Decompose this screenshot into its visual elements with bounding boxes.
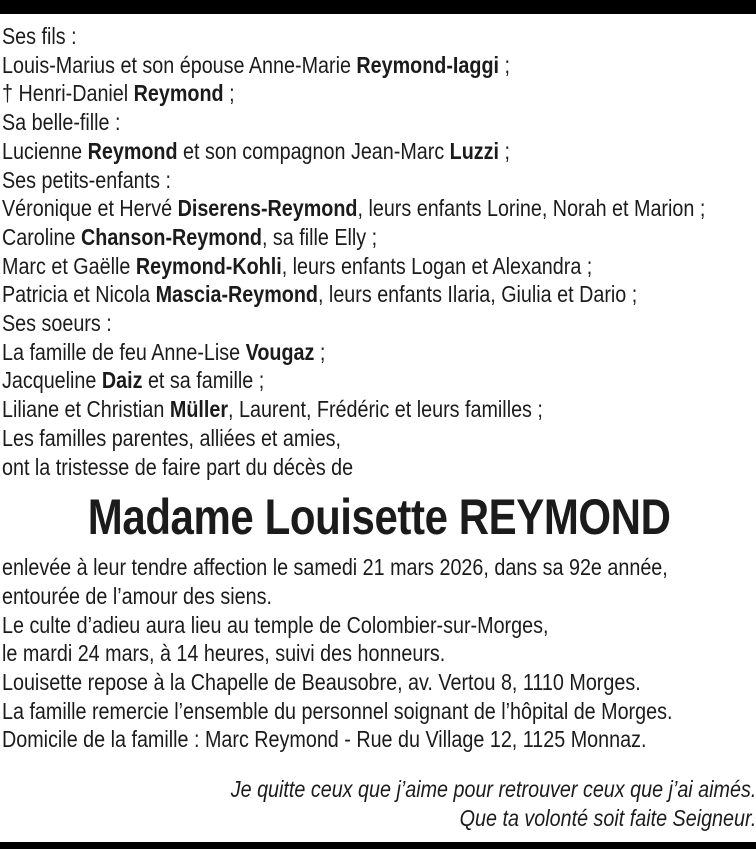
notice-line: Le culte d’adieu aura lieu au temple de Colombier-sur-Morges,: [2, 611, 549, 638]
obituary-notice: [2, 14, 756, 833]
notice-line: Patricia et Nicola Mascia-Reymond, leurs enfants Ilaria, Giulia et Dario ;: [2, 281, 638, 308]
notice-line: Liliane et Christian Müller, Laurent, Frédéric et leurs familles ;: [2, 396, 543, 423]
top-border-bar: [0, 0, 756, 14]
notice-line: † Henri-Daniel Reymond ;: [2, 80, 235, 107]
announcement-details: [2, 553, 756, 754]
notice-line: ont la tristesse de faire part du décès de: [2, 453, 354, 480]
notice-line: Jacqueline Daiz et sa famille ;: [2, 367, 265, 394]
notice-line: enlevée à leur tendre affection le samedi 21 mars 2026, dans sa 92e année,: [2, 554, 668, 581]
family-lines: [2, 22, 756, 481]
notice-line: Domicile de la famille : Marc Reymond - Rue du Village 12, 1125 Monnaz.: [2, 726, 647, 753]
bottom-border-bar: [0, 842, 756, 849]
notice-line: Sa belle-fille :: [2, 109, 121, 136]
notice-line: Véronique et Hervé Diserens-Reymond, leurs enfants Lorine, Norah et Marion ;: [2, 195, 706, 222]
notice-line: Louis-Marius et son épouse Anne-Marie Reymond-Iaggi ;: [2, 51, 510, 78]
notice-line: entourée de l’amour des siens.: [2, 582, 272, 609]
notice-line: Ses soeurs :: [2, 310, 112, 337]
notice-line: Lucienne Reymond et son compagnon Jean-Marc Luzzi ;: [2, 137, 511, 164]
notice-line: La famille remercie l’ensemble du personnel soignant de l’hôpital de Morges.: [2, 697, 673, 724]
notice-line: Ses fils :: [2, 23, 77, 49]
notice-line: Que ta volonté soit faite Seigneur.: [459, 804, 756, 831]
deceased-name: Madame Louisette REYMOND: [87, 489, 671, 546]
notice-line: Les familles parentes, alliées et amies,: [2, 424, 342, 451]
epitaph: [2, 775, 756, 832]
notice-line: Marc et Gaëlle Reymond-Kohli, leurs enfants Logan et Alexandra ;: [2, 252, 593, 279]
notice-line: le mardi 24 mars, à 14 heures, suivi des honneurs.: [2, 640, 446, 667]
notice-line: Louisette repose à la Chapelle de Beausobre, av. Vertou 8, 1110 Morges.: [2, 669, 641, 696]
notice-line: Caroline Chanson-Reymond, sa fille Elly ;: [2, 223, 378, 250]
notice-line: Ses petits-enfants :: [2, 166, 171, 193]
notice-line: La famille de feu Anne-Lise Vougaz ;: [2, 338, 326, 365]
notice-line: Je quitte ceux que j’aime pour retrouver ceux que j’ai aimés.: [230, 776, 756, 803]
